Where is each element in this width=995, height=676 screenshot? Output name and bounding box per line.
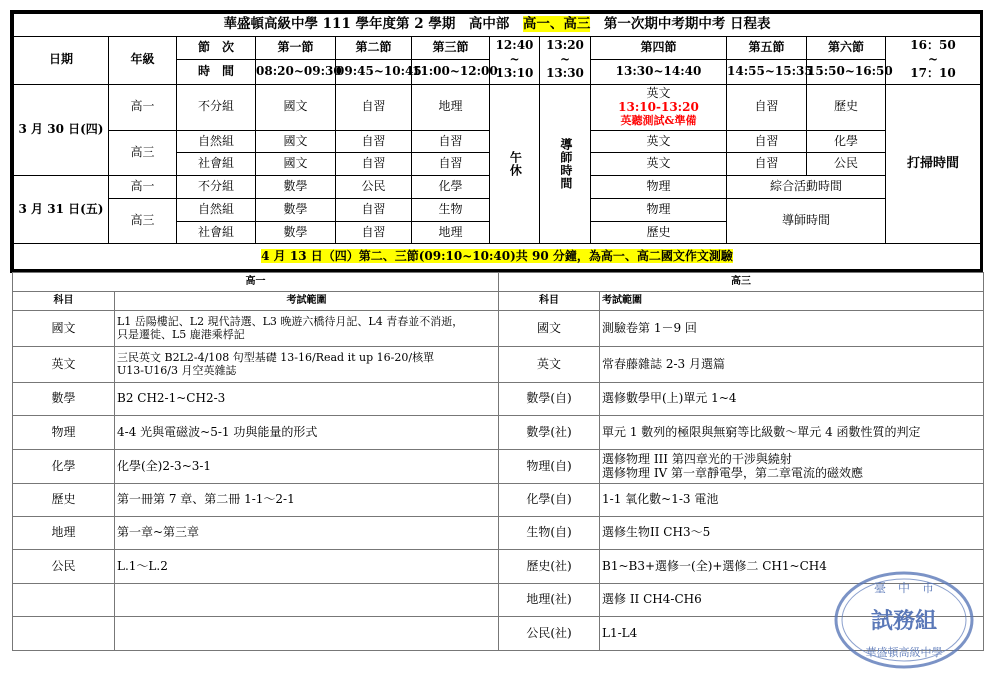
subject-cell: 國文 [499, 311, 600, 347]
subject-cell: 物理 [591, 199, 727, 222]
subject-cell: 地理(社) [499, 584, 600, 617]
tutor-cell: 導師時間 [727, 199, 886, 244]
subject-cell: 自習 [336, 153, 412, 176]
subject-cell: 國文 [256, 153, 336, 176]
schedule-table [13, 13, 981, 270]
date-day1: 3 月 30 日(四) [14, 84, 109, 175]
subject-cell: 歷史(社) [499, 550, 600, 584]
tutor-time-cell: 導師時間 [540, 84, 591, 244]
range-cell [115, 617, 499, 651]
subject-cell: 自習 [727, 84, 807, 130]
subject-cell: 國文 [13, 311, 115, 347]
range-cell: L1-L4 [600, 617, 984, 651]
subject-cell: 英文 [13, 347, 115, 383]
time-1: 08:20~09:30 [256, 60, 336, 85]
subject-header: 科目 [499, 292, 600, 311]
group-cell: 社會組 [177, 153, 256, 176]
range-cell: L.1～L.2 [115, 550, 499, 584]
subject-cell: 自習 [727, 153, 807, 176]
range-cell: 測驗卷第 1－9 回 [600, 311, 984, 347]
time-2: 09:45~10:45 [336, 60, 412, 85]
range-cell: 選修生物II CH3～5 [600, 517, 984, 550]
subject-cell: 自習 [336, 199, 412, 222]
range-cell: L1 岳陽樓記、L2 現代詩選、L3 晚遊六橋待月記、L4 青春並不消逝， 只是遷徙、L5 鹿港乘桴記 [115, 311, 499, 347]
range-cell: 選修 II CH4-CH6 [600, 584, 984, 617]
subject-cell: 自習 [336, 84, 412, 130]
subject-cell: 化學 [807, 130, 886, 153]
date-day2: 3 月 31 日(五) [14, 175, 109, 244]
subject-cell: 國文 [256, 84, 336, 130]
subject-cell: 歷史 [807, 84, 886, 130]
grade-cell: 高三 [109, 199, 177, 244]
activity-cell: 綜合活動時間 [727, 175, 886, 199]
subject-cell [13, 584, 115, 617]
subject-cell: 化學 [13, 450, 115, 484]
range-cell: 化學(全)2-3~3-1 [115, 450, 499, 484]
subject-cell: 自習 [412, 153, 490, 176]
range-cell: B1~B3+選修一(全)+選修二 CH1~CH4 [600, 550, 984, 584]
notice-row [14, 244, 981, 270]
subject-cell: 物理 [13, 416, 115, 450]
range-cell: 三民英文 B2L2-4/108 句型基礎 13-16/Read it up 16-20/核單 U13-U16/3 月空英雜誌 [115, 347, 499, 383]
group-cell: 社會組 [177, 221, 256, 244]
subject-cell: 物理(自) [499, 450, 600, 484]
group-cell: 自然組 [177, 130, 256, 153]
subject-cell [13, 617, 115, 651]
grade-cell: 高三 [109, 130, 177, 175]
range-cell: 單元 1 數列的極限與無窮等比級數～單元 4 函數性質的判定 [600, 416, 984, 450]
col-date: 日期 [14, 36, 109, 84]
subject-cell: 自習 [412, 130, 490, 153]
subject-cell: 生物 [412, 199, 490, 222]
subject-cell: 化學(自) [499, 484, 600, 517]
range-cell [115, 584, 499, 617]
col-time: 時 間 [177, 60, 256, 85]
period-6: 第六節 [807, 36, 886, 60]
time-5: 14:55~15:35 [727, 60, 807, 85]
period-4: 第四節 [591, 36, 727, 60]
exam-schedule [10, 10, 983, 273]
group-cell: 不分組 [177, 175, 256, 199]
subject-cell: 生物(自) [499, 517, 600, 550]
break-time-2: 13:20 ~ 13:30 [540, 36, 591, 84]
period-5: 第五節 [727, 36, 807, 60]
subject-cell: 公民 [807, 153, 886, 176]
subject-cell: 數學 [256, 175, 336, 199]
g1-header: 高一 [13, 273, 499, 292]
range-header: 考試範圍 [600, 292, 984, 311]
range-cell: 第一章~第三章 [115, 517, 499, 550]
subject-cell: 數學 [256, 221, 336, 244]
subject-cell: 物理 [591, 175, 727, 199]
subject-cell: 國文 [256, 130, 336, 153]
col-grade: 年級 [109, 36, 177, 84]
seal-center-text: 試務組 [870, 608, 938, 634]
exam-office-seal [833, 570, 975, 670]
period-3: 第三節 [412, 36, 490, 60]
seal-bottom-text: 華盛頓高級中學 [865, 646, 943, 659]
range-cell: 第一冊第 7 章、第二冊 1-1～2-1 [115, 484, 499, 517]
subject-cell: 公民(社) [499, 617, 600, 651]
time-3: 11:00~12:00 [412, 60, 490, 85]
subject-cell: 自習 [727, 130, 807, 153]
subject-cell: 公民 [13, 550, 115, 584]
range-cell: 4-4 光與電磁波~5-1 功與能量的形式 [115, 416, 499, 450]
subject-cell: 公民 [336, 175, 412, 199]
range-header: 考試範圍 [115, 292, 499, 311]
subject-cell: 英文 [499, 347, 600, 383]
break-time-3: 16：50 ~ 17：10 [886, 36, 981, 84]
cleaning-cell: 打掃時間 [886, 84, 981, 244]
period-2: 第二節 [336, 36, 412, 60]
lunch-cell: 午休 [490, 84, 540, 244]
range-cell: 1-1 氧化數~1-3 電池 [600, 484, 984, 517]
subject-cell: 地理 [13, 517, 115, 550]
range-cell: 選修數學甲(上)單元 1~4 [600, 383, 984, 416]
subject-cell: 數學 [13, 383, 115, 416]
notice-text: 4 月 13 日（四）第二、三節(09:10~10:40)共 90 分鐘，為高一、高二國文作文測驗 [261, 248, 733, 263]
time-4: 13:30~14:40 [591, 60, 727, 85]
group-cell: 不分組 [177, 84, 256, 130]
col-period: 節 次 [177, 36, 256, 60]
subject-cell: 地理 [412, 221, 490, 244]
range-cell: 選修物理 III 第四章光的干涉與繞射 選修物理 IV 第一章靜電學，第二章電流的磁效應 [600, 450, 984, 484]
subject-cell: 自習 [336, 221, 412, 244]
grade-cell: 高一 [109, 84, 177, 130]
group-cell: 自然組 [177, 199, 256, 222]
subject-cell: 英文 [591, 153, 727, 176]
range-cell: B2 CH2-1~CH2-3 [115, 383, 499, 416]
period-1: 第一節 [256, 36, 336, 60]
subject-cell: 自習 [336, 130, 412, 153]
english-listening-cell: 英文 13:10-13:20 英聽測試&準備 [591, 84, 727, 130]
subject-cell: 歷史 [13, 484, 115, 517]
seal-top-text: 臺 中 市 [873, 581, 935, 595]
time-6: 15:50~16:50 [807, 60, 886, 85]
subject-header: 科目 [13, 292, 115, 311]
break-time-1: 12:40 ~ 13:10 [490, 36, 540, 84]
subject-cell: 數學(社) [499, 416, 600, 450]
g3-header: 高三 [499, 273, 984, 292]
title-highlight: 高一、高三 [522, 16, 591, 32]
schedule-title: 華盛頓高級中學 111 學年度第 2 學期 高中部 高一、高三 第一次期中考期中考 日程表 [14, 14, 981, 37]
subject-cell: 英文 [591, 130, 727, 153]
subject-cell: 地理 [412, 84, 490, 130]
range-cell: 常春藤雜誌 2-3 月選篇 [600, 347, 984, 383]
grade-cell: 高一 [109, 175, 177, 199]
subject-cell: 數學(自) [499, 383, 600, 416]
subject-cell: 數學 [256, 199, 336, 222]
subject-cell: 歷史 [591, 221, 727, 244]
subject-cell: 化學 [412, 175, 490, 199]
